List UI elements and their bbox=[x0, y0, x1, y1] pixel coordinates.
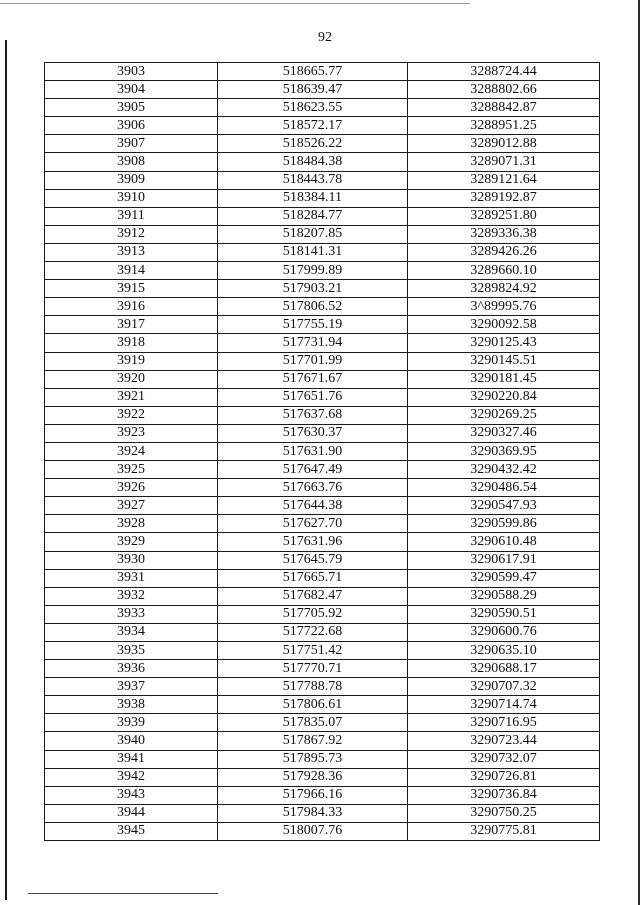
point-number-cell: 3918 bbox=[45, 334, 218, 352]
point-number-cell: 3909 bbox=[45, 171, 218, 189]
x-coordinate-cell: 518007.76 bbox=[218, 822, 408, 840]
x-coordinate-cell: 518284.77 bbox=[218, 207, 408, 225]
point-number-cell: 3910 bbox=[45, 189, 218, 207]
table-row bbox=[45, 424, 600, 442]
x-coordinate-cell: 518141.31 bbox=[218, 243, 408, 261]
y-coordinate-cell: 3290688.17 bbox=[408, 660, 600, 678]
table-row bbox=[45, 171, 600, 189]
table-row bbox=[45, 189, 600, 207]
table-row bbox=[45, 479, 600, 497]
table-row bbox=[45, 605, 600, 623]
table-row bbox=[45, 153, 600, 171]
table-row bbox=[45, 732, 600, 750]
x-coordinate-cell: 518639.47 bbox=[218, 81, 408, 99]
x-coordinate-cell: 518665.77 bbox=[218, 63, 408, 81]
point-number-cell: 3941 bbox=[45, 750, 218, 768]
table-row bbox=[45, 406, 600, 424]
table-row bbox=[45, 370, 600, 388]
point-number-cell: 3906 bbox=[45, 117, 218, 135]
point-number-cell: 3913 bbox=[45, 243, 218, 261]
table-row bbox=[45, 678, 600, 696]
y-coordinate-cell: 3290723.44 bbox=[408, 732, 600, 750]
point-number-cell: 3944 bbox=[45, 804, 218, 822]
point-number-cell: 3945 bbox=[45, 822, 218, 840]
table-row bbox=[45, 316, 600, 334]
y-coordinate-cell: 3290707.32 bbox=[408, 678, 600, 696]
y-coordinate-cell: 3^89995.76 bbox=[408, 298, 600, 316]
x-coordinate-cell: 517966.16 bbox=[218, 786, 408, 804]
table-row bbox=[45, 63, 600, 81]
x-coordinate-cell: 517999.89 bbox=[218, 262, 408, 280]
y-coordinate-cell: 3288724.44 bbox=[408, 63, 600, 81]
table-row bbox=[45, 587, 600, 605]
table-row bbox=[45, 352, 600, 370]
point-number-cell: 3935 bbox=[45, 642, 218, 660]
table-row bbox=[45, 569, 600, 587]
point-number-cell: 3932 bbox=[45, 587, 218, 605]
table-row bbox=[45, 225, 600, 243]
coordinates-table-body bbox=[45, 63, 600, 841]
point-number-cell: 3925 bbox=[45, 461, 218, 479]
x-coordinate-cell: 517984.33 bbox=[218, 804, 408, 822]
point-number-cell: 3916 bbox=[45, 298, 218, 316]
table-row bbox=[45, 623, 600, 641]
x-coordinate-cell: 517627.70 bbox=[218, 515, 408, 533]
x-coordinate-cell: 517806.61 bbox=[218, 696, 408, 714]
y-coordinate-cell: 3290125.43 bbox=[408, 334, 600, 352]
y-coordinate-cell: 3290726.81 bbox=[408, 768, 600, 786]
y-coordinate-cell: 3290736.84 bbox=[408, 786, 600, 804]
table-row bbox=[45, 822, 600, 840]
point-number-cell: 3938 bbox=[45, 696, 218, 714]
table-row bbox=[45, 804, 600, 822]
x-coordinate-cell: 517651.76 bbox=[218, 388, 408, 406]
x-coordinate-cell: 517770.71 bbox=[218, 660, 408, 678]
point-number-cell: 3942 bbox=[45, 768, 218, 786]
table-row bbox=[45, 533, 600, 551]
table-row bbox=[45, 81, 600, 99]
point-number-cell: 3926 bbox=[45, 479, 218, 497]
y-coordinate-cell: 3290750.25 bbox=[408, 804, 600, 822]
x-coordinate-cell: 517903.21 bbox=[218, 280, 408, 298]
y-coordinate-cell: 3290599.47 bbox=[408, 569, 600, 587]
point-number-cell: 3936 bbox=[45, 660, 218, 678]
y-coordinate-cell: 3290327.46 bbox=[408, 424, 600, 442]
x-coordinate-cell: 517867.92 bbox=[218, 732, 408, 750]
x-coordinate-cell: 517731.94 bbox=[218, 334, 408, 352]
y-coordinate-cell: 3289660.10 bbox=[408, 262, 600, 280]
point-number-cell: 3934 bbox=[45, 623, 218, 641]
x-coordinate-cell: 518484.38 bbox=[218, 153, 408, 171]
y-coordinate-cell: 3290775.81 bbox=[408, 822, 600, 840]
table-row bbox=[45, 515, 600, 533]
y-coordinate-cell: 3290635.10 bbox=[408, 642, 600, 660]
point-number-cell: 3937 bbox=[45, 678, 218, 696]
point-number-cell: 3915 bbox=[45, 280, 218, 298]
y-coordinate-cell: 3289012.88 bbox=[408, 135, 600, 153]
table-row bbox=[45, 660, 600, 678]
x-coordinate-cell: 517645.79 bbox=[218, 551, 408, 569]
scan-top-line bbox=[0, 3, 470, 4]
point-number-cell: 3903 bbox=[45, 63, 218, 81]
y-coordinate-cell: 3289426.26 bbox=[408, 243, 600, 261]
y-coordinate-cell: 3290590.51 bbox=[408, 605, 600, 623]
y-coordinate-cell: 3289192.87 bbox=[408, 189, 600, 207]
y-coordinate-cell: 3290486.54 bbox=[408, 479, 600, 497]
y-coordinate-cell: 3288802.66 bbox=[408, 81, 600, 99]
point-number-cell: 3923 bbox=[45, 424, 218, 442]
table-row bbox=[45, 135, 600, 153]
table-row bbox=[45, 642, 600, 660]
x-coordinate-cell: 517665.71 bbox=[218, 569, 408, 587]
y-coordinate-cell: 3290599.86 bbox=[408, 515, 600, 533]
x-coordinate-cell: 517788.78 bbox=[218, 678, 408, 696]
y-coordinate-cell: 3290220.84 bbox=[408, 388, 600, 406]
point-number-cell: 3939 bbox=[45, 714, 218, 732]
y-coordinate-cell: 3288842.87 bbox=[408, 99, 600, 117]
y-coordinate-cell: 3290547.93 bbox=[408, 497, 600, 515]
point-number-cell: 3931 bbox=[45, 569, 218, 587]
table-row bbox=[45, 497, 600, 515]
scan-left-edge bbox=[5, 40, 7, 900]
x-coordinate-cell: 517663.76 bbox=[218, 479, 408, 497]
table-row bbox=[45, 714, 600, 732]
y-coordinate-cell: 3290600.76 bbox=[408, 623, 600, 641]
table-row bbox=[45, 442, 600, 460]
point-number-cell: 3927 bbox=[45, 497, 218, 515]
table-row bbox=[45, 786, 600, 804]
point-number-cell: 3940 bbox=[45, 732, 218, 750]
point-number-cell: 3905 bbox=[45, 99, 218, 117]
scan-bottom-line bbox=[28, 893, 218, 894]
point-number-cell: 3919 bbox=[45, 352, 218, 370]
x-coordinate-cell: 518443.78 bbox=[218, 171, 408, 189]
point-number-cell: 3908 bbox=[45, 153, 218, 171]
point-number-cell: 3943 bbox=[45, 786, 218, 804]
x-coordinate-cell: 518623.55 bbox=[218, 99, 408, 117]
y-coordinate-cell: 3290617.91 bbox=[408, 551, 600, 569]
x-coordinate-cell: 517755.19 bbox=[218, 316, 408, 334]
table-row bbox=[45, 696, 600, 714]
x-coordinate-cell: 517751.42 bbox=[218, 642, 408, 660]
coordinates-table bbox=[44, 62, 600, 841]
table-row bbox=[45, 551, 600, 569]
table-row bbox=[45, 388, 600, 406]
y-coordinate-cell: 3289336.38 bbox=[408, 225, 600, 243]
point-number-cell: 3904 bbox=[45, 81, 218, 99]
y-coordinate-cell: 3290432.42 bbox=[408, 461, 600, 479]
y-coordinate-cell: 3289824.92 bbox=[408, 280, 600, 298]
y-coordinate-cell: 3290716.95 bbox=[408, 714, 600, 732]
x-coordinate-cell: 517631.90 bbox=[218, 442, 408, 460]
point-number-cell: 3912 bbox=[45, 225, 218, 243]
table-row bbox=[45, 298, 600, 316]
x-coordinate-cell: 517806.52 bbox=[218, 298, 408, 316]
y-coordinate-cell: 3290369.95 bbox=[408, 442, 600, 460]
y-coordinate-cell: 3290092.58 bbox=[408, 316, 600, 334]
x-coordinate-cell: 517671.67 bbox=[218, 370, 408, 388]
table-row bbox=[45, 750, 600, 768]
point-number-cell: 3933 bbox=[45, 605, 218, 623]
x-coordinate-cell: 517647.49 bbox=[218, 461, 408, 479]
table-row bbox=[45, 243, 600, 261]
x-coordinate-cell: 518207.85 bbox=[218, 225, 408, 243]
table-row bbox=[45, 768, 600, 786]
table-row bbox=[45, 99, 600, 117]
table-row bbox=[45, 334, 600, 352]
point-number-cell: 3914 bbox=[45, 262, 218, 280]
y-coordinate-cell: 3288951.25 bbox=[408, 117, 600, 135]
x-coordinate-cell: 517895.73 bbox=[218, 750, 408, 768]
point-number-cell: 3911 bbox=[45, 207, 218, 225]
y-coordinate-cell: 3290145.51 bbox=[408, 352, 600, 370]
y-coordinate-cell: 3290610.48 bbox=[408, 533, 600, 551]
point-number-cell: 3929 bbox=[45, 533, 218, 551]
table-row bbox=[45, 262, 600, 280]
x-coordinate-cell: 517682.47 bbox=[218, 587, 408, 605]
point-number-cell: 3922 bbox=[45, 406, 218, 424]
y-coordinate-cell: 3289251.80 bbox=[408, 207, 600, 225]
y-coordinate-cell: 3290588.29 bbox=[408, 587, 600, 605]
x-coordinate-cell: 517928.36 bbox=[218, 768, 408, 786]
point-number-cell: 3924 bbox=[45, 442, 218, 460]
table-row bbox=[45, 280, 600, 298]
x-coordinate-cell: 517637.68 bbox=[218, 406, 408, 424]
table-row bbox=[45, 461, 600, 479]
x-coordinate-cell: 518572.17 bbox=[218, 117, 408, 135]
y-coordinate-cell: 3290732.07 bbox=[408, 750, 600, 768]
x-coordinate-cell: 517630.37 bbox=[218, 424, 408, 442]
x-coordinate-cell: 518384.11 bbox=[218, 189, 408, 207]
point-number-cell: 3917 bbox=[45, 316, 218, 334]
point-number-cell: 3920 bbox=[45, 370, 218, 388]
table-row bbox=[45, 117, 600, 135]
x-coordinate-cell: 517722.68 bbox=[218, 623, 408, 641]
table-row bbox=[45, 207, 600, 225]
y-coordinate-cell: 3290181.45 bbox=[408, 370, 600, 388]
y-coordinate-cell: 3290269.25 bbox=[408, 406, 600, 424]
x-coordinate-cell: 517701.99 bbox=[218, 352, 408, 370]
x-coordinate-cell: 518526.22 bbox=[218, 135, 408, 153]
x-coordinate-cell: 517705.92 bbox=[218, 605, 408, 623]
point-number-cell: 3907 bbox=[45, 135, 218, 153]
x-coordinate-cell: 517644.38 bbox=[218, 497, 408, 515]
x-coordinate-cell: 517835.07 bbox=[218, 714, 408, 732]
page-number: 92 bbox=[318, 30, 332, 45]
y-coordinate-cell: 3289121.64 bbox=[408, 171, 600, 189]
y-coordinate-cell: 3290714.74 bbox=[408, 696, 600, 714]
x-coordinate-cell: 517631.96 bbox=[218, 533, 408, 551]
point-number-cell: 3921 bbox=[45, 388, 218, 406]
point-number-cell: 3930 bbox=[45, 551, 218, 569]
point-number-cell: 3928 bbox=[45, 515, 218, 533]
y-coordinate-cell: 3289071.31 bbox=[408, 153, 600, 171]
